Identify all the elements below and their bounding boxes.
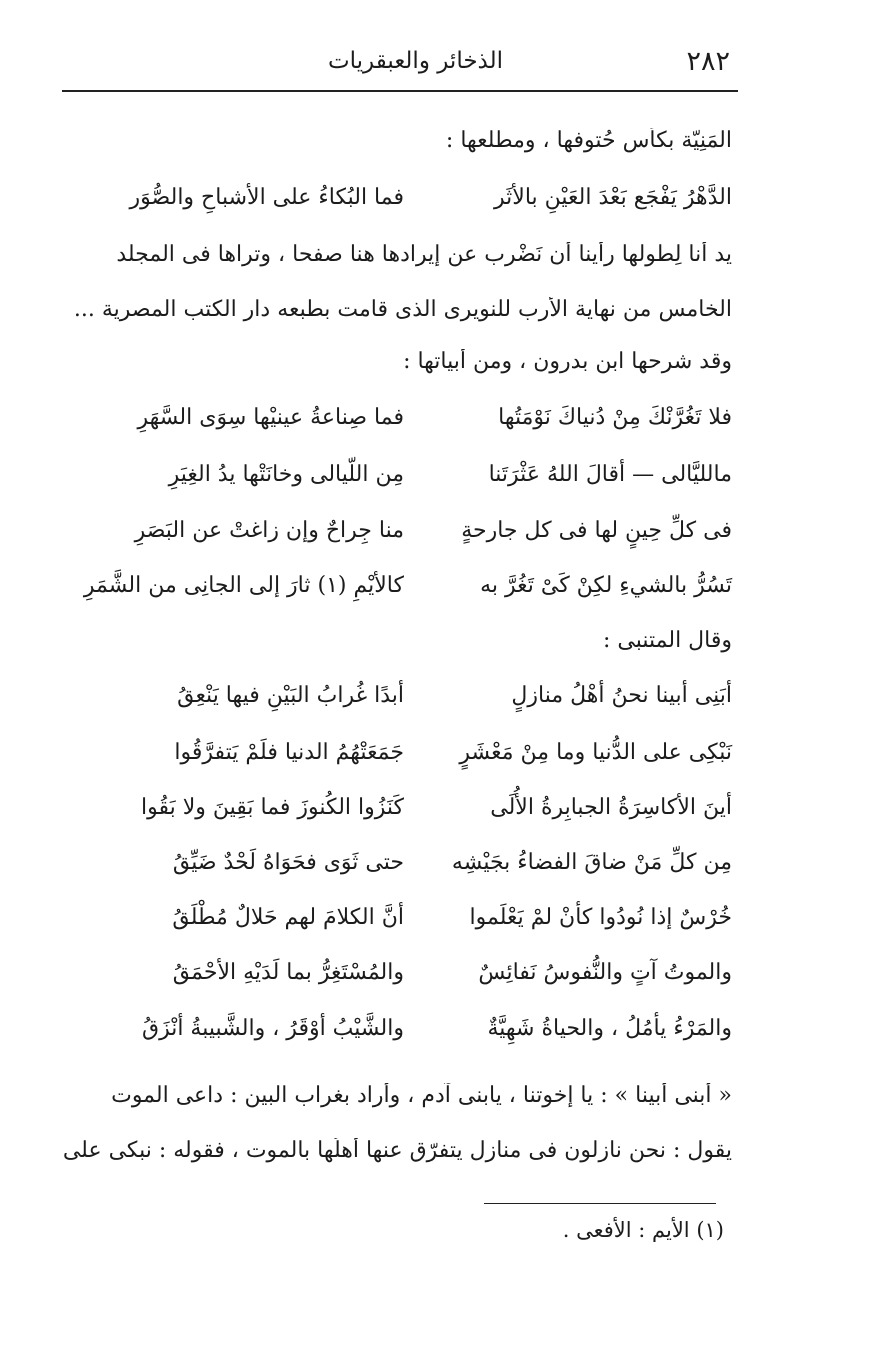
verse-first-hemistich: فلا تَغُرَّنْكَ مِنْ دُنياكَ نَوْمَتُها: [498, 405, 732, 430]
prose-line: يد أنا لِطولها رأينا أن نَضْرِب عن إيرادها هنا صفحا ، وتراها فى المجلد: [116, 242, 732, 267]
verse-second-hemistich: فما صِناعةُ عينيْها سِوَى السَّهَرِ: [137, 405, 404, 430]
footnote: (١) الأيم : الأفعى .: [562, 1218, 724, 1242]
verse-first-hemistich: الدَّهْرُ يَفْجَع بَعْدَ العَيْنِ بالأثَر: [494, 185, 732, 210]
verse-line: [48, 850, 732, 890]
prose-line: وقال المتنبى :: [602, 628, 732, 653]
prose-line: « أبنى أبينا » : يا إخوتنا ، يابنى آدم ، وأراد بغراب البين : داعى الموت: [111, 1083, 732, 1108]
prose-line: يقول : نحن نازلون فى منازل يتفرّق عنها أهلُها بالموت ، فقوله : نبكى على: [62, 1138, 732, 1163]
verse-first-hemistich: خُرْسٌ إذا نُودُوا كأنْ لمْ يَعْلَموا: [469, 905, 732, 930]
verse-line: [48, 740, 732, 780]
verse-line: [48, 795, 732, 835]
page-number: ٢٨٢: [686, 46, 730, 77]
verse-first-hemistich: والمَرْءُ يأمُلُ ، والحياةُ شَهِيَّةٌ: [487, 1016, 732, 1041]
verse-first-hemistich: مالليَّالى — أقالَ اللهُ عَثْرَتَنا: [488, 462, 732, 487]
footnote-rule: [484, 1203, 716, 1204]
verse-line: [48, 518, 732, 558]
verse-second-hemistich: أبدًا غُرابُ البَيْنِ فيها يَنْعِقُ: [177, 683, 404, 708]
prose-line: المَنِيّة بكأسِ حُتوفها ، ومطلعها :: [445, 128, 732, 153]
verse-first-hemistich: نَبْكِى على الدُّنيا وما مِنْ مَعْشَرٍ: [459, 740, 732, 765]
verse-line: [48, 573, 732, 613]
verse-second-hemistich: أنَّ الكلامَ لهم حَلالٌ مُطْلَقُ: [172, 905, 404, 930]
verse-line: [48, 462, 732, 502]
verse-first-hemistich: مِن كلِّ مَنْ ضاقَ الفضاءُ بجَيْشِه: [451, 850, 732, 875]
verse-line: [48, 185, 732, 225]
verse-second-hemistich: حتى ثَوَى فحَوَاهُ لَحْدٌ ضَيِّقُ: [172, 850, 404, 875]
verse-line: [48, 683, 732, 723]
header-rule: [62, 90, 738, 92]
verse-line: [48, 405, 732, 445]
verse-second-hemistich: فما البُكاءُ على الأشباحِ والصُّوَر: [129, 185, 404, 210]
verse-first-hemistich: أبَنِى أبينا نحنُ أهْلُ منازلٍ: [511, 683, 732, 708]
verse-second-hemistich: كالأيْمِ (١) ثارَ إلى الجانِى من الشَّمَرِ: [83, 573, 404, 598]
running-title: الذخائر والعبقريات: [328, 48, 504, 74]
verse-line: [48, 960, 732, 1000]
verse-first-hemistich: والموتُ آتٍ والنُّفوسُ نَفائِسٌ: [478, 960, 732, 985]
page-header: [62, 44, 738, 90]
verse-first-hemistich: أينَ الأكاسِرَةُ الجبابِرةُ الأُلَى: [490, 795, 732, 820]
verse-line: [48, 1016, 732, 1056]
verse-first-hemistich: فى كلِّ حِينٍ لها فى كل جارحةٍ: [461, 518, 732, 543]
prose-line: الخامس من نهاية الأرب للنويرى الذى قامت بطبعه دار الكتب المصرية ...: [73, 297, 732, 322]
prose-line: وقد شرحها ابن بدرون ، ومن أبياتها :: [403, 349, 732, 374]
verse-second-hemistich: والمُسْتَغِرُّ بما لَدَيْهِ الأحْمَقُ: [172, 960, 404, 985]
verse-first-hemistich: تَسُرُّ بالشيءِ لكِنْ كَىْ تَغُرَّ به: [480, 573, 732, 598]
verse-second-hemistich: جَمَعَتْهُمُ الدنيا فلَمْ يَتفرَّقُوا: [174, 740, 404, 765]
verse-second-hemistich: مِن اللّيالى وخانَتْها يدُ الغِيَرِ: [168, 462, 404, 487]
verse-line: [48, 905, 732, 945]
verse-second-hemistich: كَنَزُوا الكُنوزَ فما بَقِينَ ولا بَقُوا: [140, 795, 404, 820]
verse-second-hemistich: والشَّيْبُ أوْقَرُ ، والشَّبيبةُ أنْزَقُ: [142, 1016, 404, 1041]
verse-second-hemistich: منا جِراحٌ وإن زاغتْ عن البَصَرِ: [134, 518, 404, 543]
